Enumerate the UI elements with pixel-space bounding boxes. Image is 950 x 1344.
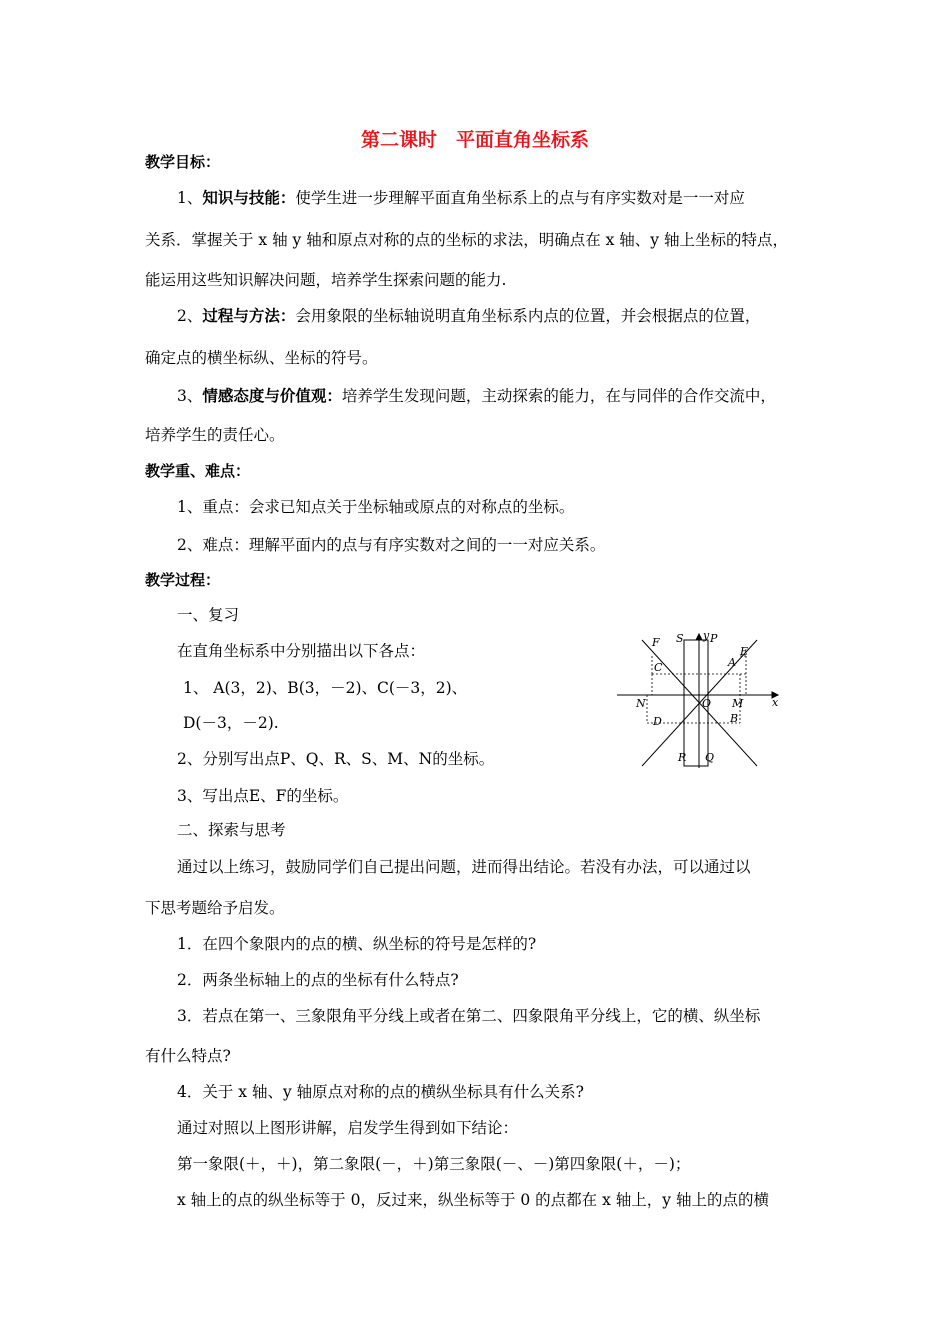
question-1: 1．在四个象限内的点的横、纵坐标的符号是怎样的? [177, 935, 537, 953]
question-4: 4．关于 x 轴、y 轴原点对称的点的横纵坐标具有什么关系? [177, 1083, 584, 1101]
objective-2-number: 2、 [177, 307, 203, 325]
objective-1-line-1 [177, 188, 745, 208]
label-b: B [730, 712, 739, 725]
objective-3-number: 3、 [177, 387, 203, 405]
objective-3-text: 培养学生发现问题，主动探索的能力，在与同伴的合作交流中， [341, 387, 776, 405]
coordinate-figure [612, 628, 787, 773]
explore-intro-line-2: 下思考题给予启发。 [145, 899, 285, 917]
explore-title: 二、探索与思考 [177, 821, 286, 839]
y-axis-arrow [696, 634, 702, 640]
label-y: y [703, 629, 710, 642]
label-e: E [740, 645, 749, 658]
label-a: A [728, 656, 736, 669]
review-item-1-line-1: 1、 A(3，2)、B(3，－2)、C(－3，2)、 [183, 679, 468, 697]
keypoints-heading: 教学重、难点： [145, 462, 251, 480]
objective-3-line-2: 培养学生的责任心。 [145, 426, 285, 444]
keypoint-1: 1、重点：会求已知点关于坐标轴或原点的对称点的坐标。 [177, 498, 575, 516]
label-o: O [702, 697, 712, 710]
objective-2-label: 过程与方法： [202, 307, 296, 325]
label-q: Q [705, 751, 715, 764]
page-title: 第二课时 平面直角坐标系 [360, 129, 589, 151]
process-heading: 教学过程： [145, 571, 221, 589]
objective-3-label: 情感态度与价值观： [202, 387, 342, 405]
label-p: P [710, 632, 718, 645]
objective-1-label: 知识与技能： [202, 189, 296, 207]
label-s: S [676, 632, 684, 645]
review-item-3: 3、写出点E、F的坐标。 [177, 787, 349, 805]
question-2: 2．两条坐标轴上的点的坐标有什么特点? [177, 971, 459, 989]
conclusion-line-1: 第一象限(＋，＋)，第二象限(－，＋)第三象限(－、－)第四象限(＋，－)； [177, 1155, 691, 1173]
objective-1-text: 使学生进一步理解平面直角坐标系上的点与有序实数对是一一对应 [295, 189, 745, 207]
objective-1-number: 1、 [177, 189, 203, 207]
keypoint-2: 2、难点：理解平面内的点与有序实数对之间的一一对应关系。 [177, 536, 606, 554]
objective-1-line-3: 能运用这些知识解决问题，培养学生探索问题的能力. [145, 271, 507, 289]
objective-2-line-2: 确定点的横坐标纵、坐标的符号。 [145, 349, 378, 367]
label-m: M [732, 697, 744, 710]
label-c: C [654, 661, 663, 674]
label-x: x [772, 696, 779, 709]
objective-1-line-2: 关系．掌握关于 x 轴 y 轴和原点对称的点的坐标的求法，明确点在 x 轴、y 轴上坐标的特点， [145, 231, 788, 249]
question-3-line-1: 3．若点在第一、三象限角平分线上或者在第二、四象限角平分线上，它的横、纵坐标 [177, 1007, 761, 1025]
objectives-heading: 教学目标： [145, 153, 221, 171]
explore-intro-line-1: 通过以上练习，鼓励同学们自己提出问题，进而得出结论。若没有办法，可以通过以 [177, 858, 751, 876]
label-r: R [678, 751, 687, 764]
label-d: D [653, 715, 662, 728]
objective-3-line-1 [177, 386, 776, 406]
review-item-1-line-2: D(－3，－2). [183, 714, 279, 732]
review-title: 一、复习 [177, 606, 240, 624]
review-intro: 在直角坐标系中分别描出以下各点： [177, 642, 426, 660]
label-n: N [636, 697, 646, 710]
conclusion-intro: 通过对照以上图形讲解，启发学生得到如下结论： [177, 1119, 519, 1137]
objective-2-line-1 [177, 306, 760, 326]
conclusion-line-2: x 轴上的点的纵坐标等于 0，反过来，纵坐标等于 0 的点都在 x 轴上，y 轴上的点的横 [177, 1191, 769, 1209]
question-3-line-2: 有什么特点? [145, 1047, 231, 1065]
label-f: F [652, 636, 660, 649]
objective-2-text: 会用象限的坐标轴说明直角坐标系内点的位置，并会根据点的位置， [295, 307, 761, 325]
review-item-2: 2、分别写出点P、Q、R、S、M、N的坐标。 [177, 750, 495, 768]
